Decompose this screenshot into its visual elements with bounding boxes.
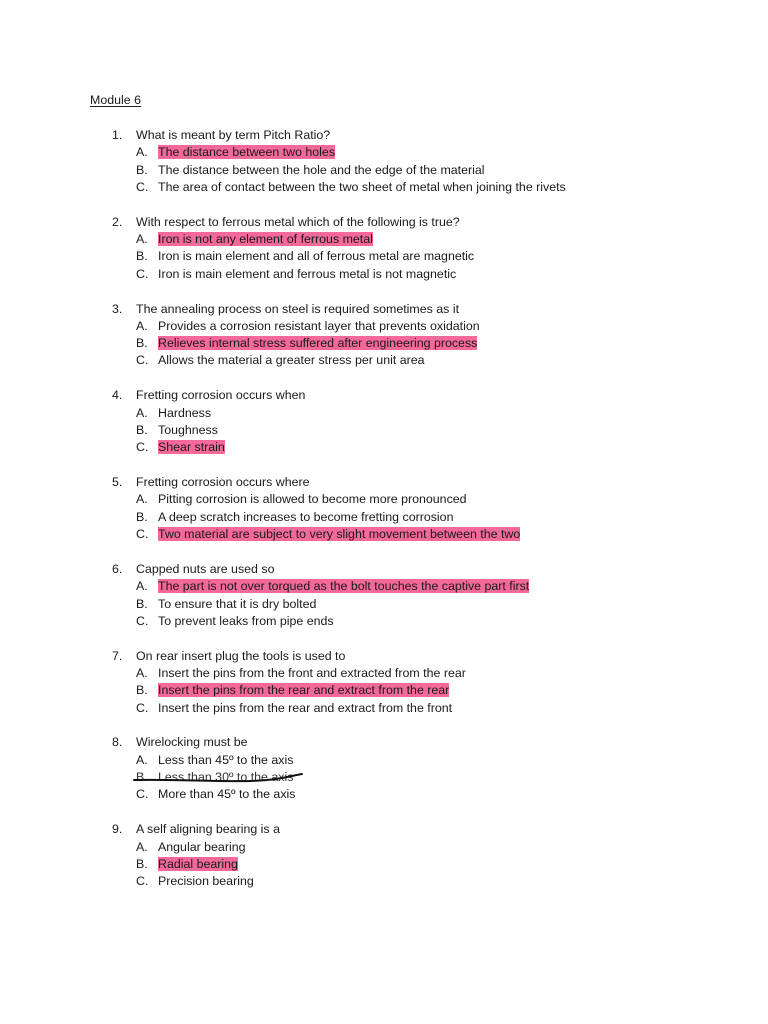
highlighted-answer: The distance between two holes [158, 145, 336, 160]
highlighted-answer: Relieves internal stress suffered after engineering process [158, 336, 478, 351]
highlighted-answer: Iron is not any element of ferrous metal [158, 232, 373, 247]
option-text: More than 45º to the axis [158, 787, 296, 802]
question-text: Wirelocking must be [136, 735, 248, 750]
option-letter: B. [136, 683, 148, 698]
question-7 [0, 648, 768, 717]
option-letter: A. [136, 579, 148, 594]
answer-option [0, 786, 768, 803]
option-letter: C. [136, 874, 149, 889]
option-text: Iron is main element and ferrous metal is not magnetic [158, 266, 457, 281]
option-letter: C. [136, 440, 149, 455]
answer-option [0, 248, 768, 265]
option-text: Iron is main element and all of ferrous metal are magnetic [158, 249, 475, 264]
question-stem [0, 127, 768, 144]
question-stem [0, 734, 768, 751]
question-2 [0, 214, 768, 283]
answer-option [0, 179, 768, 196]
answer-option [0, 318, 768, 335]
answer-option [0, 700, 768, 717]
answer-option [0, 873, 768, 890]
option-text: To prevent leaks from pipe ends [158, 613, 334, 628]
option-letter: A. [136, 318, 148, 333]
option-text: Insert the pins from the rear and extract from the front [158, 700, 453, 715]
option-text: Provides a corrosion resistant layer that prevents oxidation [158, 318, 480, 333]
option-text: Allows the material a greater stress per unit area [158, 353, 425, 368]
question-8 [0, 734, 768, 803]
answer-option [0, 578, 768, 595]
question-number: 9. [112, 822, 123, 837]
highlighted-answer: The part is not over torqued as the bolt touches the captive part first [158, 579, 530, 594]
option-letter: B. [136, 596, 148, 611]
question-number: 7. [112, 648, 123, 663]
highlighted-answer: Insert the pins from the rear and extract from the rear [158, 683, 450, 698]
answer-option [0, 839, 768, 856]
answer-option [0, 352, 768, 369]
option-letter: C. [136, 179, 149, 194]
question-number: 2. [112, 214, 123, 229]
option-letter: B. [136, 336, 148, 351]
answer-option [0, 422, 768, 439]
question-text: What is meant by term Pitch Ratio? [136, 128, 331, 142]
option-text: Pitting corrosion is allowed to become more pronounced [158, 492, 467, 507]
question-1 [0, 127, 768, 196]
answer-option [0, 439, 768, 456]
question-text: On rear insert plug the tools is used to [136, 648, 346, 663]
answer-option [0, 231, 768, 248]
question-number: 1. [112, 128, 123, 142]
question-stem [0, 561, 768, 578]
answer-option [0, 682, 768, 699]
question-list [0, 127, 768, 908]
question-stem [0, 301, 768, 318]
question-number: 6. [112, 561, 123, 576]
option-text: Insert the pins from the front and extracted from the rear [158, 665, 466, 680]
answer-option [0, 613, 768, 630]
option-letter: B. [136, 856, 148, 871]
answer-option [0, 491, 768, 508]
question-6 [0, 561, 768, 630]
question-text: The annealing process on steel is required sometimes as it [136, 301, 460, 316]
highlighted-answer: Shear strain [158, 440, 225, 455]
answer-option [0, 752, 768, 769]
answer-option [0, 405, 768, 422]
option-letter: A. [136, 752, 148, 767]
option-text: The distance between the hole and the edge of the material [158, 162, 485, 177]
question-text: With respect to ferrous metal which of the following is true? [136, 214, 460, 229]
question-number: 3. [112, 301, 123, 316]
question-9 [0, 821, 768, 890]
question-number: 8. [112, 735, 123, 750]
question-stem [0, 821, 768, 838]
question-stem [0, 214, 768, 231]
option-letter: B. [136, 249, 148, 264]
answer-option [0, 856, 768, 873]
option-letter: A. [136, 665, 148, 680]
question-text: Fretting corrosion occurs when [136, 388, 306, 403]
question-number: 5. [112, 475, 123, 490]
highlighted-answer: Radial bearing [158, 856, 238, 871]
question-text: Fretting corrosion occurs where [136, 475, 310, 490]
option-text: Toughness [158, 422, 218, 437]
option-text: A deep scratch increases to become fretting corrosion [158, 509, 454, 524]
question-3 [0, 301, 768, 370]
option-text: Precision bearing [158, 874, 254, 889]
question-5 [0, 474, 768, 543]
question-stem [0, 474, 768, 491]
module-title: Module 6 [90, 93, 141, 107]
answer-option [0, 596, 768, 613]
option-text: The area of contact between the two sheet of metal when joining the rivets [158, 179, 566, 194]
answer-option [0, 335, 768, 352]
option-text: Less than 30º to the axis [158, 770, 294, 785]
option-letter: A. [136, 492, 148, 507]
option-letter: B. [136, 422, 148, 437]
option-letter: B. [136, 162, 148, 177]
option-letter: C. [136, 527, 149, 542]
option-text: Hardness [158, 405, 212, 420]
option-letter: C. [136, 700, 149, 715]
answer-option [0, 509, 768, 526]
answer-option [0, 769, 768, 786]
option-letter: B. [136, 770, 148, 785]
question-text: A self aligning bearing is a [136, 822, 280, 837]
option-letter: C. [136, 613, 149, 628]
option-letter: A. [136, 839, 148, 854]
answer-option [0, 162, 768, 179]
option-letter: C. [136, 353, 149, 368]
option-letter: C. [136, 266, 149, 281]
option-text: To ensure that it is dry bolted [158, 596, 317, 611]
answer-option [0, 665, 768, 682]
option-letter: A. [136, 145, 148, 160]
question-number: 4. [112, 388, 123, 403]
question-stem [0, 387, 768, 404]
option-letter: A. [136, 405, 148, 420]
option-letter: C. [136, 787, 149, 802]
question-stem [0, 648, 768, 665]
answer-option [0, 526, 768, 543]
question-text: Capped nuts are used so [136, 561, 275, 576]
option-letter: B. [136, 509, 148, 524]
option-letter: A. [136, 232, 148, 247]
option-text: Angular bearing [158, 839, 246, 854]
answer-option [0, 144, 768, 161]
highlighted-answer: Two material are subject to very slight movement between the two [158, 527, 521, 542]
question-4 [0, 387, 768, 456]
answer-option [0, 266, 768, 283]
option-text: Less than 45º to the axis [158, 752, 294, 767]
